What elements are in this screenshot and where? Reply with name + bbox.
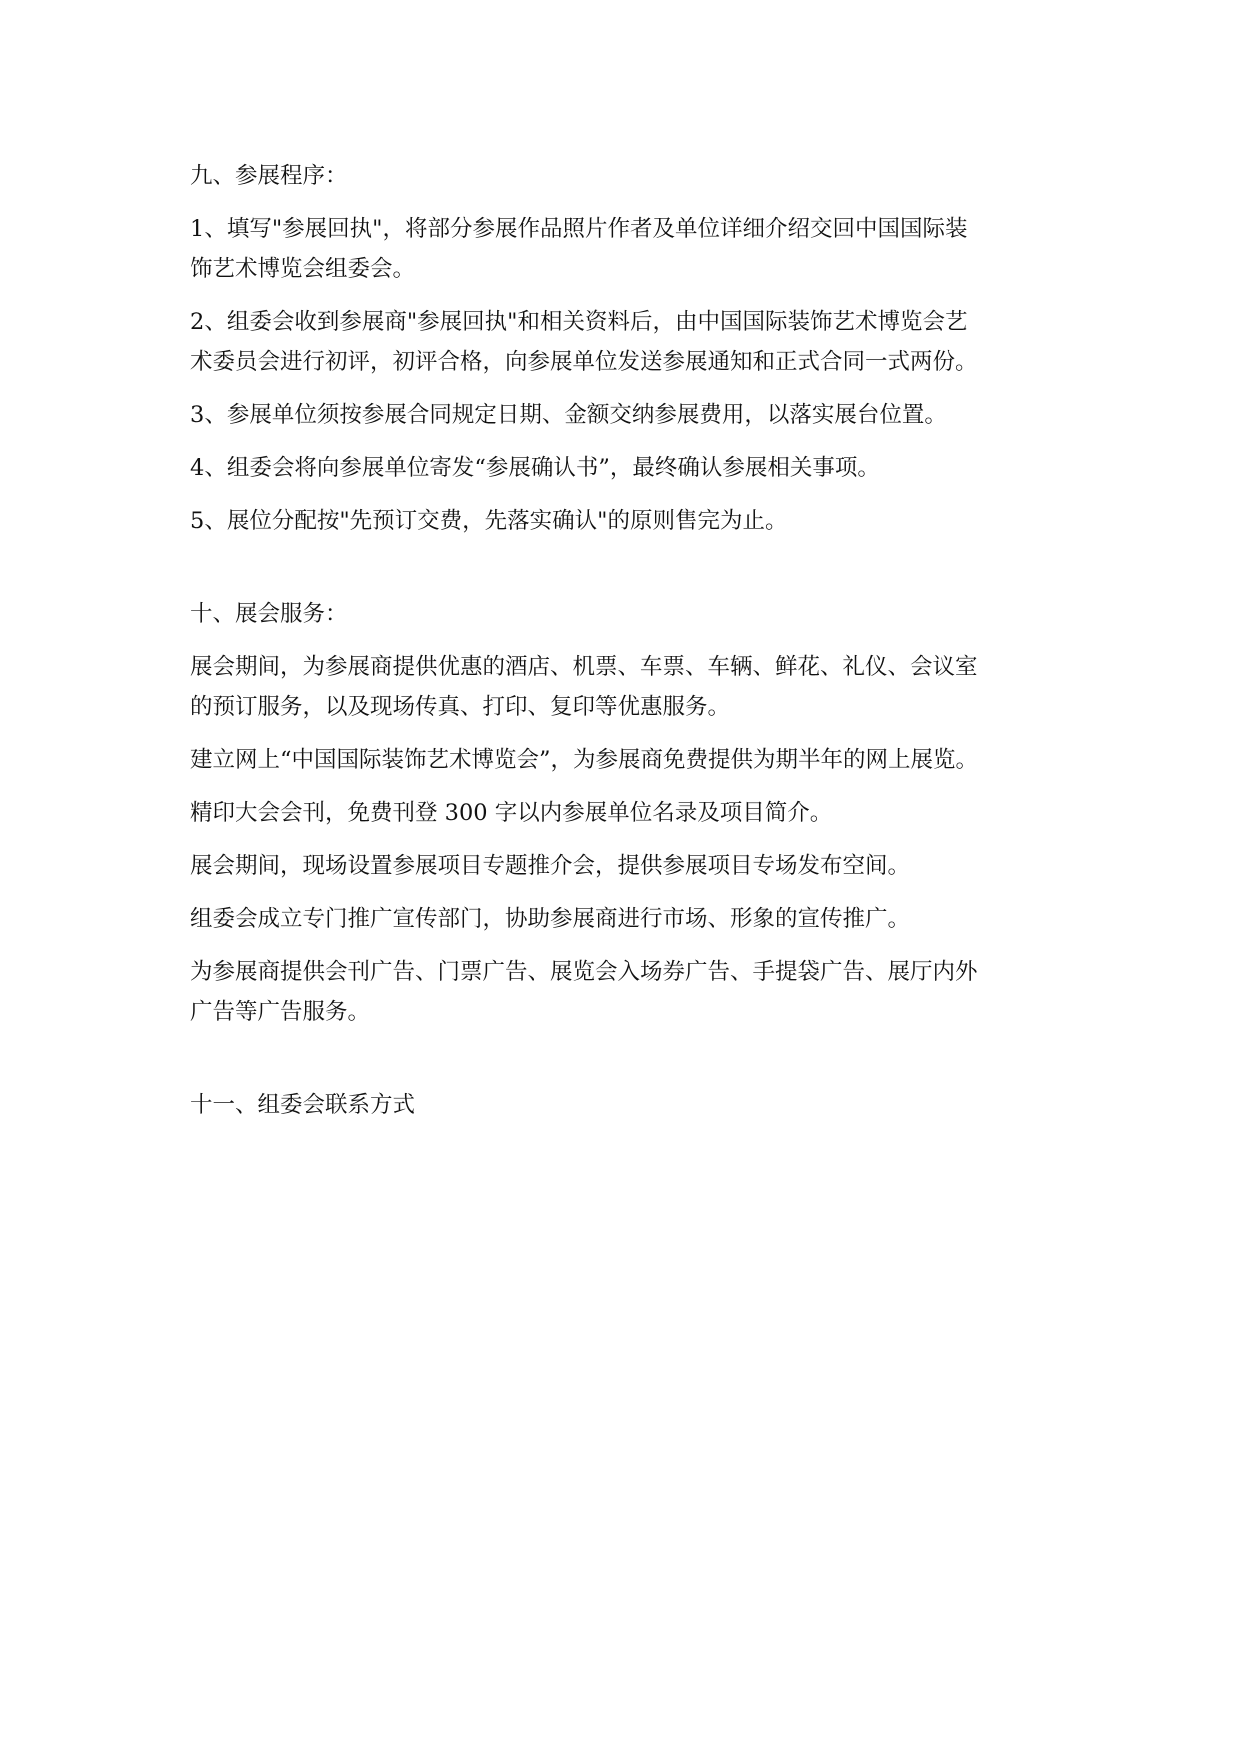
section-exhibition-services [190, 594, 1070, 1032]
section-contact-info [190, 1085, 1070, 1125]
paragraph-line: 1、填写"参展回执"，将部分参展作品照片作者及单位详细介绍交回中国国际装 [190, 216, 968, 242]
section-heading: 九、参展程序： [190, 163, 348, 189]
paragraph-line: 精印大会会刊，免费刊登 300 字以内参展单位名录及项目简介。 [190, 800, 833, 826]
paragraph-line: 饰艺术博览会组委会。 [190, 256, 416, 282]
paragraph-line: 为参展商提供会刊广告、门票广告、展览会入场券广告、手提袋广告、展厅内外 [190, 959, 978, 985]
section-exhibition-procedure [190, 156, 1070, 541]
paragraph-line: 2、组委会收到参展商"参展回执"和相关资料后，由中国国际装饰艺术博览会艺 [190, 309, 968, 335]
section-heading: 十、展会服务： [190, 601, 348, 627]
paragraph-line: 3、参展单位须按参展合同规定日期、金额交纳参展费用，以落实展台位置。 [190, 402, 947, 428]
paragraph-line: 4、组委会将向参展单位寄发“参展确认书”，最终确认参展相关事项。 [190, 455, 880, 481]
paragraph-line: 术委员会进行初评，初评合格，向参展单位发送参展通知和正式合同一式两份。 [190, 349, 978, 375]
section-heading: 十一、组委会联系方式 [190, 1092, 416, 1118]
paragraph-line: 组委会成立专门推广宣传部门，协助参展商进行市场、形象的宣传推广。 [190, 906, 911, 932]
section-spacer [190, 1045, 1070, 1085]
section-spacer [190, 554, 1070, 594]
paragraph-line: 展会期间，现场设置参展项目专题推介会，提供参展项目专场发布空间。 [190, 853, 911, 879]
paragraph-line: 广告等广告服务。 [190, 999, 371, 1025]
paragraph-line: 展会期间，为参展商提供优惠的酒店、机票、车票、车辆、鲜花、礼仪、会议室 [190, 654, 978, 680]
paragraph-line: 的预订服务，以及现场传真、打印、复印等优惠服务。 [190, 694, 731, 720]
paragraph-line: 建立网上“中国国际装饰艺术博览会”，为参展商免费提供为期半年的网上展览。 [190, 747, 979, 773]
paragraph-line: 5、展位分配按"先预订交费，先落实确认"的原则售完为止。 [190, 508, 788, 534]
document-body [190, 156, 1070, 1138]
